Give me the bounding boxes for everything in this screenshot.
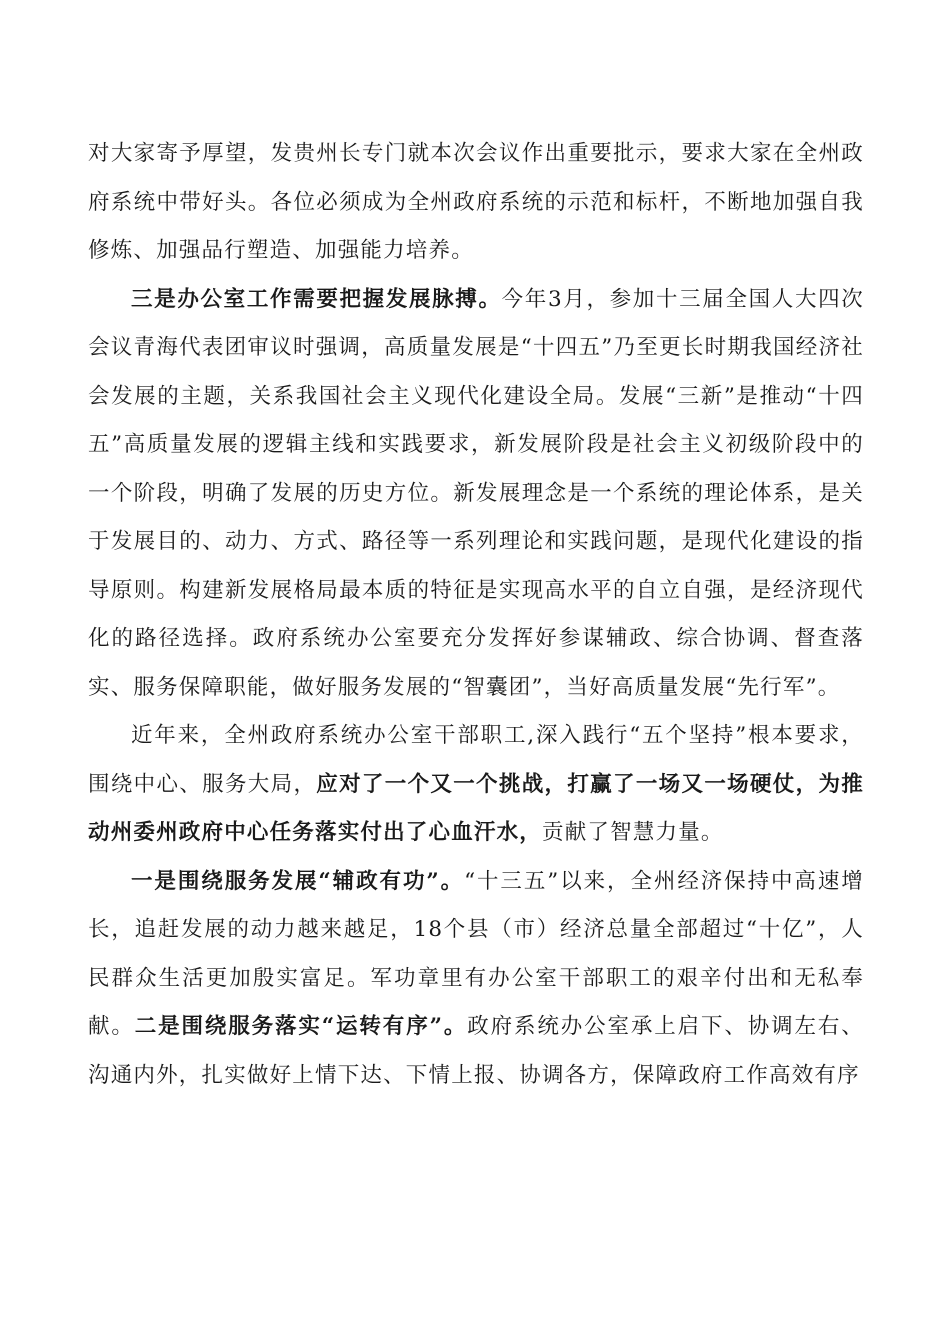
paragraph-3-text-start: 近年来，全州政府系统办公室干部职工,深入践行“五个坚持”根本要求，围绕中心、服务大局， — [88, 723, 864, 797]
paragraph-4-text-1: “十三五”以来，全州经济保持中高速增长，追赶发展的动力越来越足，18个县（市）经济总量全部超过“十亿”，人民群众生活更加殷实富足。军功章里有办公室干部职工的艰辛付出和无私奉献。 — [88, 868, 864, 1039]
paragraph-2-heading: 三是办公室工作需要把握发展脉搏。 — [131, 286, 502, 312]
paragraph-3-text-end: 贡献了智慧力量。 — [542, 820, 724, 845]
paragraph-3-emphasis: 应对了一个又一个挑战，打赢了一场又一场硬仗，为推动州委州政府中心任务落实付出了心血汗水， — [88, 771, 864, 845]
paragraph-1 — [88, 130, 864, 276]
paragraph-2 — [88, 276, 864, 713]
document-body — [88, 130, 864, 1100]
paragraph-4-text-2: 政府系统办公室承上启下、协调左右、沟通内外，扎实做好上情下达、下情上报、协调各方，保障政府工作高效有序 — [88, 1014, 864, 1088]
paragraph-4-heading-1: 一是围绕服务发展“辅政有功”。 — [131, 868, 465, 894]
paragraph-4-heading-2: 二是围绕服务落实“运转有序”。 — [134, 1014, 468, 1039]
paragraph-3 — [88, 712, 864, 858]
paragraph-1-text: 对大家寄予厚望，发贵州长专门就本次会议作出重要批示，要求大家在全州政府系统中带好头。各位必须成为全州政府系统的示范和标杆，不断地加强自我修炼、加强品行塑造、加强能力培养。 — [88, 141, 864, 263]
paragraph-2-text: 今年3月，参加十三届全国人大四次会议青海代表团审议时强调，高质量发展是“十四五”乃至更长时期我国经济社会发展的主题，关系我国社会主义现代化建设全局。发展“三新”是推动“十四五”高质量发展的逻辑主线和实践要求，新发展阶段是社会主义初级阶段中的一个阶段，明确了发展的历史方位。新发展理念是一个系统的理论体系，是关于发展目的、动力、方式、路径等一系列理论和实践问题，是现代化建设的指导原则。构建新发展格局最本质的特征是实现高水平的自立自强，是经济现代化的路径选择。政府系统办公室要充分发挥好参谋辅政、综合协调、督查落实、服务保障职能，做好服务发展的“智囊团”，当好高质量发展“先行军”。 — [88, 286, 864, 700]
paragraph-4 — [88, 858, 864, 1101]
